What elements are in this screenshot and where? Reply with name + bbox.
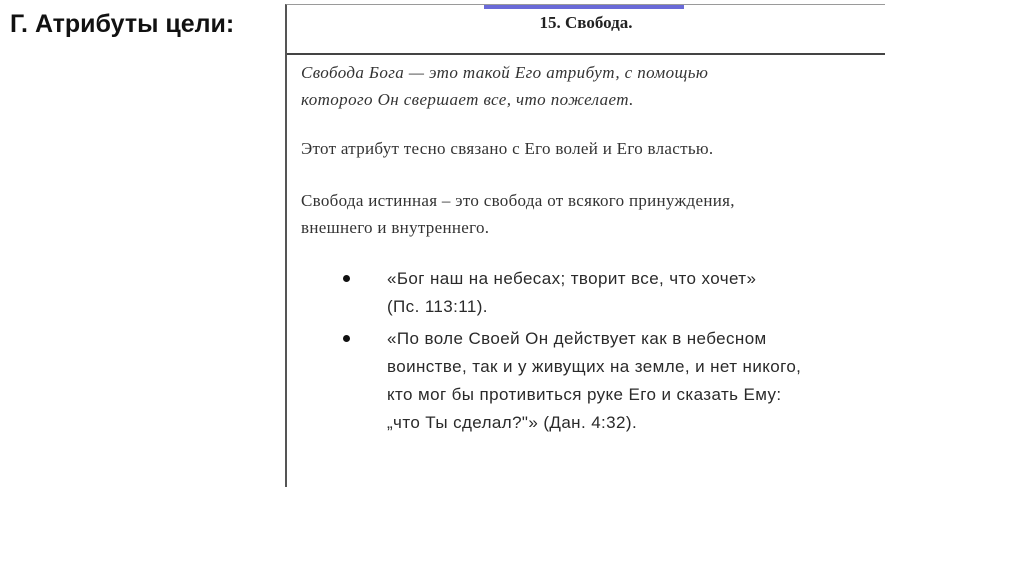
paragraph-relation: Этот атрибут тесно связано с Его волей и Его властью. <box>301 139 714 158</box>
paragraph-line: внешнего и внутреннего. <box>301 218 490 237</box>
section-heading: 15. Свобода. <box>539 13 633 32</box>
bullet-icon <box>343 275 350 282</box>
list-item-line: «Бог наш на небесах; творит все, что хочет» <box>387 269 757 288</box>
list-item-line: (Пс. 113:11). <box>387 297 488 316</box>
list-item <box>333 325 873 437</box>
slide-title: Г. Атрибуты цели: <box>10 10 235 38</box>
bullet-icon <box>343 335 350 342</box>
list-item-line: «По воле Своей Он действует как в небесном <box>387 329 767 348</box>
list-item-line: воинстве, так и у живущих на земле, и нет никого, <box>387 357 802 376</box>
scripture-list <box>333 265 873 441</box>
definition-line: которого Он свершает все, что пожелает. <box>301 90 634 109</box>
heading-divider <box>287 53 885 55</box>
list-item-line: кто мог бы противиться руке Его и сказать Ему: <box>387 385 782 404</box>
list-item-line: „что Ты сделал?"» (Дан. 4:32). <box>387 413 638 432</box>
definition-line: Свобода Бога — это такой Его атрибут, с помощью <box>301 63 709 82</box>
document-panel <box>285 4 885 487</box>
list-item <box>333 265 873 321</box>
paragraph-line: Свобода истинная – это свобода от всякого принуждения, <box>301 191 735 210</box>
definition-text <box>301 59 861 113</box>
accent-bar <box>484 5 684 9</box>
paragraph-true-freedom <box>301 187 871 241</box>
